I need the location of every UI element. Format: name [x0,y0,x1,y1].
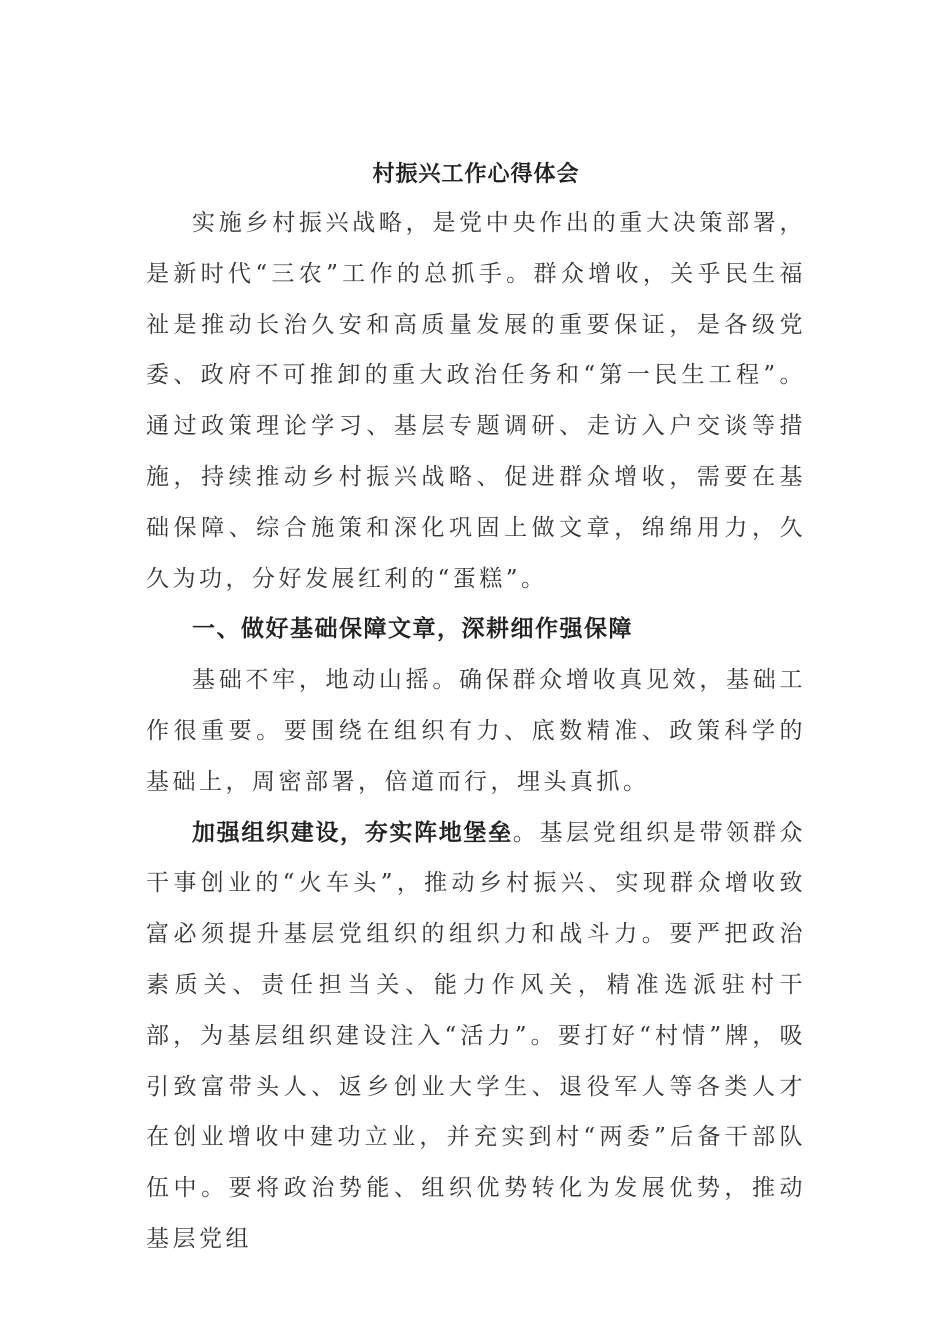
document-title: 村振兴工作心得体会 [372,161,580,187]
point-body: 。基层党组织是带领群众干事创业的“火车头”，推动乡村振兴、实现群众增收致富必须提升基层党组织的组织力和战斗力。要严把政治素质关、责任担当关、能力作风关，精准选派驻村干部，为基层组织建设注入“活力”。要打好“村情”牌，吸引致富带头人、返乡创业大学生、退役军人等各类人才在创业增收中建功立业，并充实到村“两委”后备干部队伍中。要将政治势能、组织优势转化为发展优势，推动基层党组 [146,819,807,1252]
document-body [146,150,806,1265]
section-heading: 一、做好基础保障文章，深耕细作强保障 [192,615,633,643]
point-paragraph [146,808,806,1265]
section-summary-paragraph: 基础不牢，地动山摇。确保群众增收真见效，基础工作很重要。要围绕在组织有力、底数精准、政策科学的基础上，周密部署，倍道而行，埋头真抓。 [146,667,806,795]
intro-paragraph: 实施乡村振兴战略，是党中央作出的重大决策部署，是新时代“三农”工作的总抓手。群众增收，关乎民生福祉是推动长治久安和高质量发展的重要保证，是各级党委、政府不可推卸的重大政治任务和“第一民生工程”。通过政策理论学习、基层专题调研、走访入户交谈等措施，持续推动乡村振兴战略、促进群众增收，需要在基础保障、综合施策和深化巩固上做文章，绵绵用力，久久为功，分好发展红利的“蛋糕”。 [146,210,806,592]
point-lead: 加强组织建设，夯实阵地堡垒 [192,818,513,846]
